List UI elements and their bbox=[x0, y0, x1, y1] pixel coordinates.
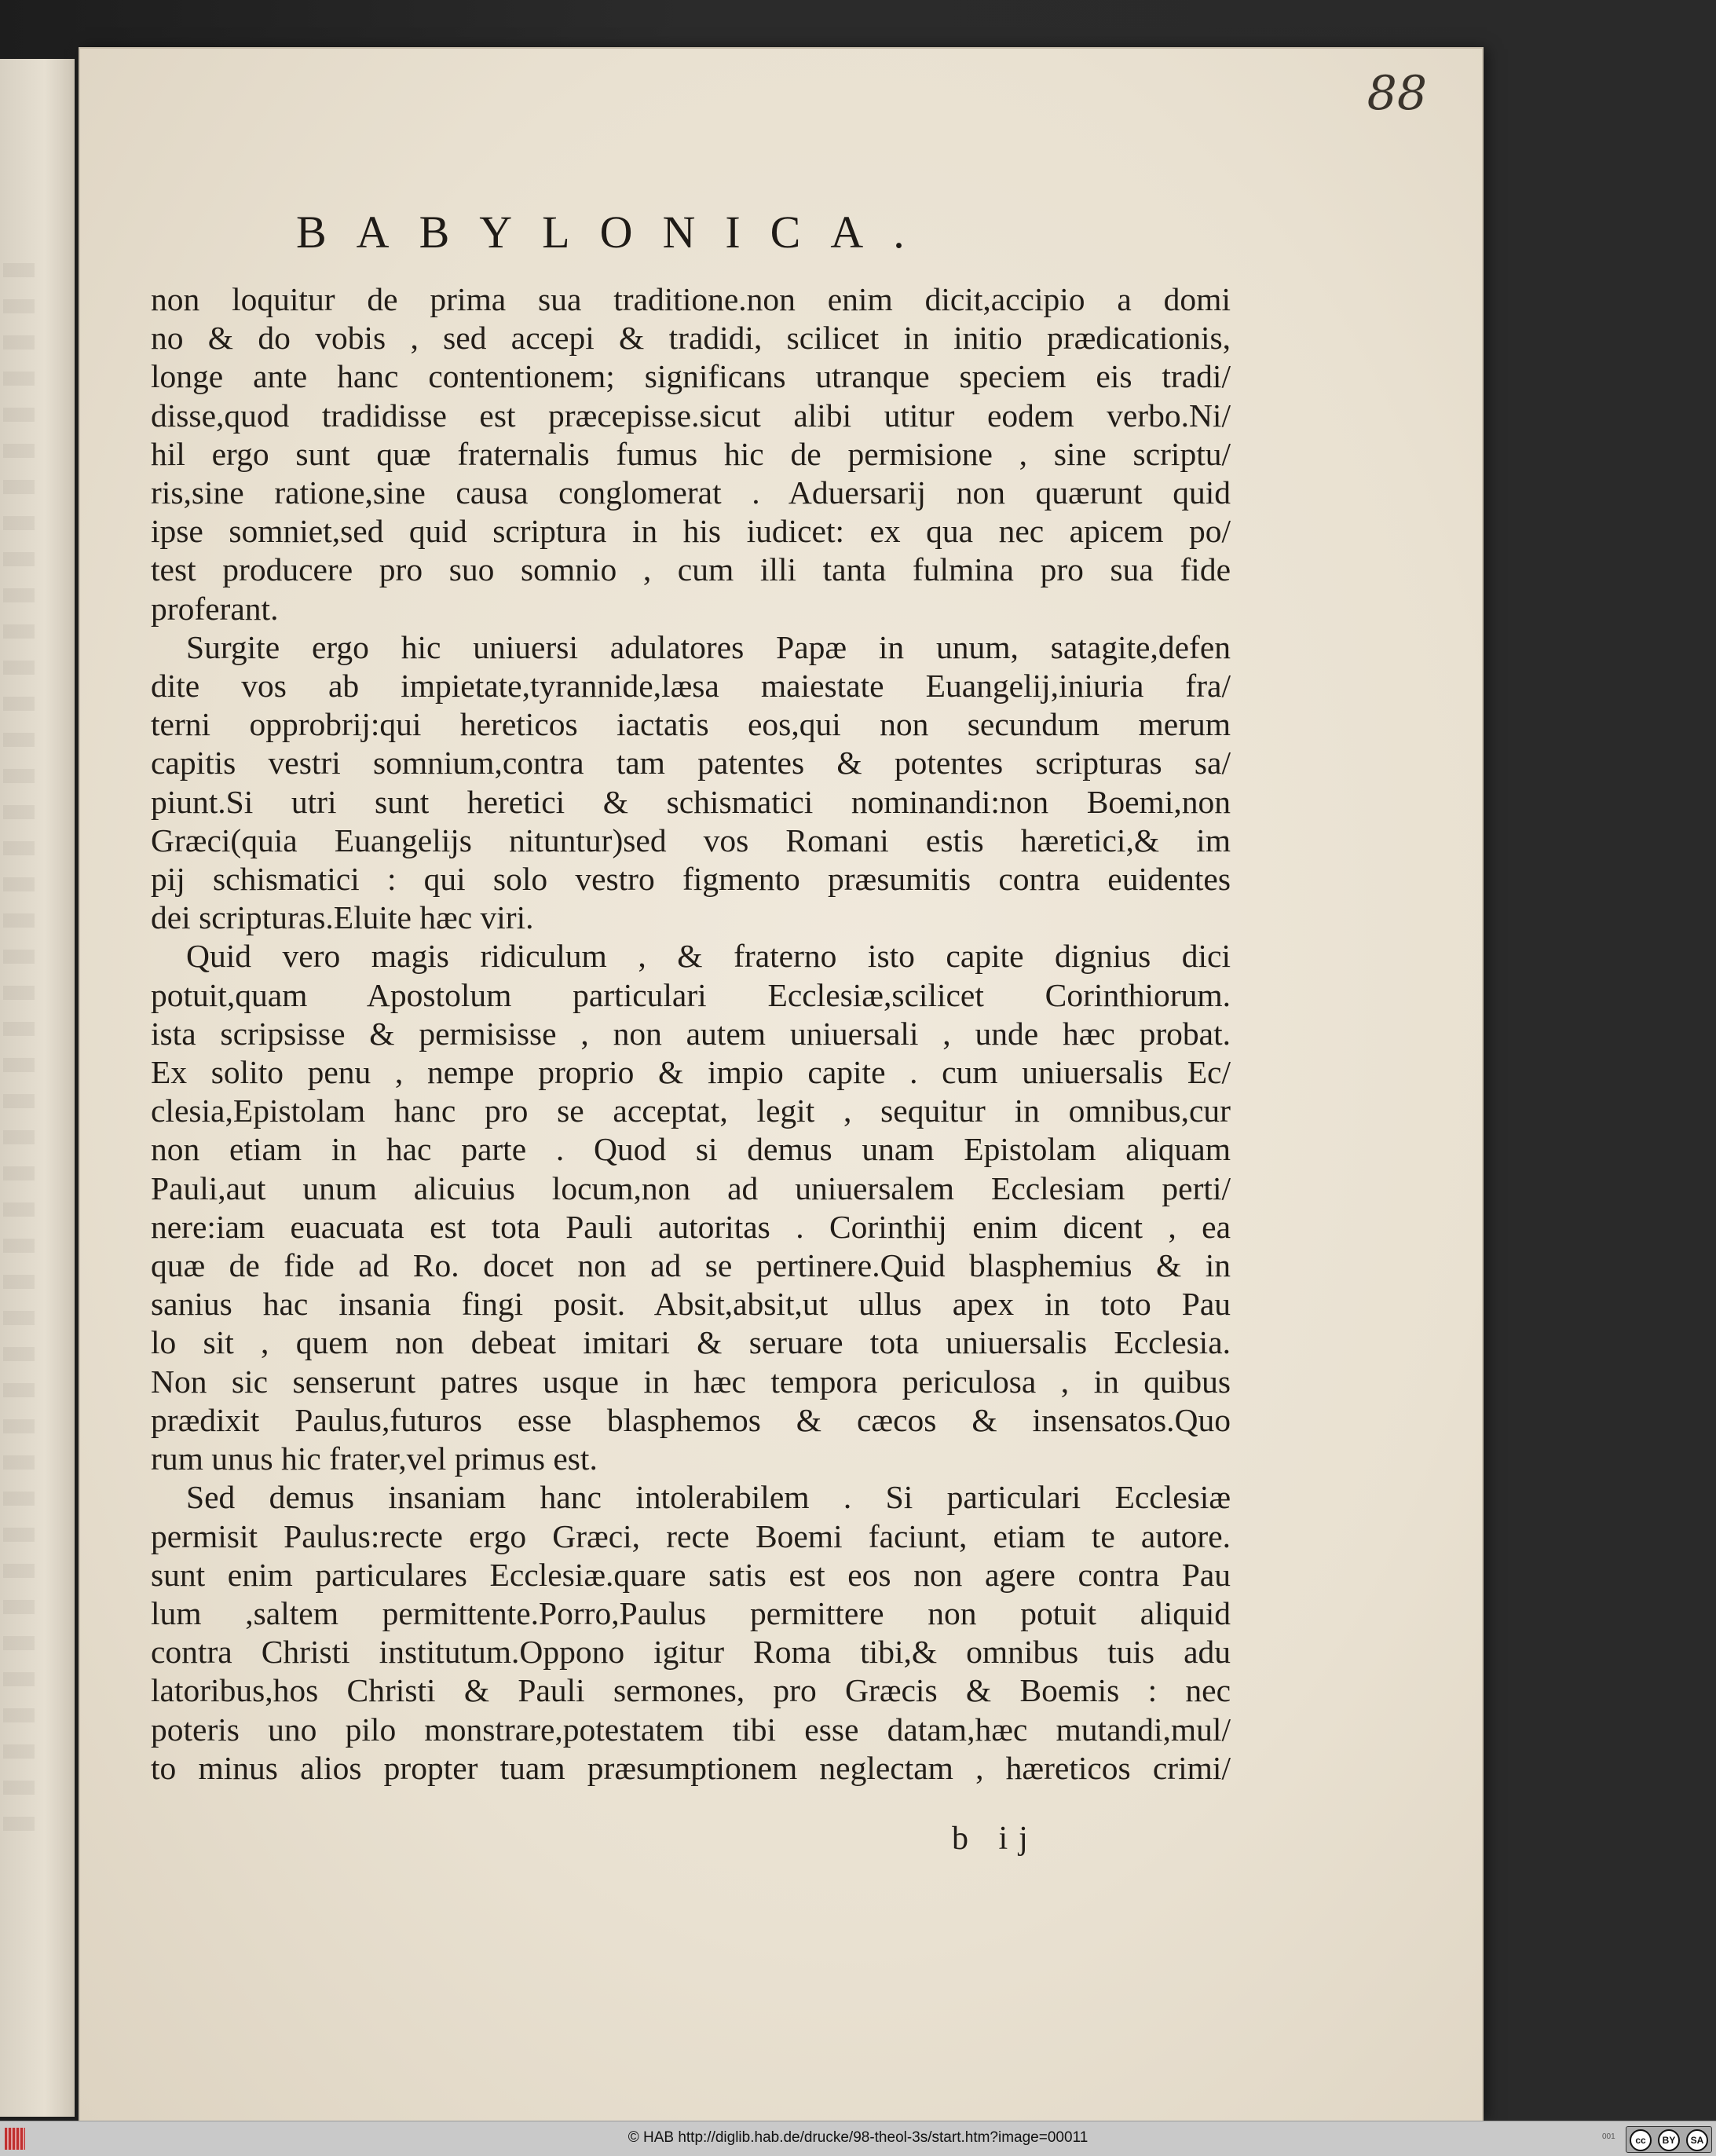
cc-license-badge[interactable] bbox=[1626, 2126, 1712, 2153]
text-line: rum unus hic frater,vel primus est. bbox=[151, 1440, 598, 1477]
text-line: sanius hac insania fingi posit. Absit,absit,ut ullus apex in toto Pau bbox=[151, 1286, 1231, 1323]
facing-page-bleed-through bbox=[3, 263, 35, 1834]
text-line: terni opprobrij:qui hereticos iactatis eos,qui non secundum merum bbox=[151, 706, 1231, 743]
text-line: contra Christi institutum.Oppono igitur Roma tibi,& omnibus tuis adu bbox=[151, 1634, 1231, 1671]
text-line: clesia,Epistolam hanc pro se acceptat, legit , sequitur in omnibus,cur bbox=[151, 1093, 1231, 1129]
text-line: ista scripsisse & permisisse , non autem uniuersali , unde hæc probat. bbox=[151, 1015, 1231, 1052]
text-line: proferant. bbox=[151, 590, 279, 627]
text-line: permisit Paulus:recte ergo Græci, recte Boemi faciunt, etiam te autore. bbox=[151, 1517, 1231, 1554]
text-line: pij schismatici : qui solo vestro figmento præsumitis contra euidentes bbox=[151, 861, 1231, 898]
by-icon: BY bbox=[1658, 2129, 1680, 2151]
signature-mark: b ij bbox=[952, 1821, 1039, 1857]
text-line: Græci(quia Euangelijs nituntur)sed vos Romani estis hæretici,& im bbox=[151, 822, 1231, 858]
text-line: poteris uno pilo monstrare,potestatem tibi esse datam,hæc mutandi,mul/ bbox=[151, 1711, 1231, 1748]
footer-tiny-label: 001 bbox=[1602, 2132, 1615, 2141]
sa-icon: SA bbox=[1686, 2129, 1708, 2151]
text-line: disse,quod tradidisse est præcepisse.sicut alibi utitur eodem verbo.Ni/ bbox=[151, 397, 1231, 434]
text-line: non loquitur de prima sua traditione.non enim dicit,accipio a domi bbox=[151, 281, 1231, 317]
folio-number: 88 bbox=[1367, 66, 1427, 121]
text-line: Pauli,aut unum alicuius locum,non ad uniuersalem Ecclesiam perti/ bbox=[151, 1170, 1231, 1206]
text-line: to minus alios propter tuam præsumptionem neglectam , hæreticos crimi/ bbox=[151, 1749, 1231, 1786]
text-line: dei scripturas.Eluite hæc viri. bbox=[151, 899, 534, 936]
text-line: Surgite ergo hic uniuersi adulatores Papæ in unum, satagite,defen bbox=[186, 628, 1231, 665]
text-line: prædixit Paulus,futuros esse blasphemos & cæcos & insensatos.Quo bbox=[151, 1401, 1231, 1438]
text-line: hil ergo sunt quæ fraternalis fumus hic de permisione , sine scriptu/ bbox=[151, 435, 1231, 472]
text-line: lo sit , quem non debeat imitari & seruare tota uniuersalis Ecclesia. bbox=[151, 1324, 1231, 1361]
text-line: Sed demus insaniam hanc intolerabilem . Si particulari Ecclesiæ bbox=[186, 1479, 1231, 1516]
text-line: Ex solito penu , nempe proprio & impio capite . cum uniuersalis Ec/ bbox=[151, 1054, 1231, 1091]
text-line: longe ante hanc contentionem; significans utranque speciem eis tradi/ bbox=[151, 358, 1231, 395]
text-line: Non sic senserunt patres usque in hæc tempora periculosa , in quibus bbox=[151, 1363, 1231, 1400]
book-page bbox=[80, 49, 1482, 2121]
text-line: non etiam in hac parte . Quod si demus unam Epistolam aliquam bbox=[151, 1131, 1231, 1168]
cc-icon: cc bbox=[1630, 2129, 1652, 2151]
text-line: ris,sine ratione,sine causa conglomerat . Aduersarij non quærunt quid bbox=[151, 474, 1231, 511]
text-line: lum ,saltem permittente.Porro,Paulus permittere non potuit aliquid bbox=[151, 1594, 1231, 1631]
text-line: no & do vobis , sed accepi & tradidi, scilicet in initio prædicationis, bbox=[151, 320, 1231, 357]
facing-page-edge bbox=[0, 59, 75, 2117]
text-line: piunt.Si utri sunt heretici & schismatici nominandi:non Boemi,non bbox=[151, 783, 1231, 820]
text-line: nere:iam euacuata est tota Pauli autoritas . Corinthij enim dicent , ea bbox=[151, 1208, 1231, 1245]
copyright-link[interactable]: © HAB http://diglib.hab.de/drucke/98-theol-3s/start.htm?image=00011 bbox=[627, 2129, 1089, 2146]
body-text bbox=[151, 280, 1231, 1788]
text-line: capitis vestri somnium,contra tam patentes & potentes scripturas sa/ bbox=[151, 745, 1231, 782]
text-line: dite vos ab impietate,tyrannide,læsa maiestate Euangelij,iniuria fra/ bbox=[151, 668, 1231, 705]
running-head: BABYLONICA. bbox=[296, 207, 935, 258]
text-line: latoribus,hos Christi & Pauli sermones, pro Græcis & Boemis : nec bbox=[151, 1672, 1231, 1709]
text-line: test producere pro suo somnio , cum illi tanta fulmina pro sua fide bbox=[151, 551, 1231, 588]
text-line: potuit,quam Apostolum particulari Ecclesiæ,scilicet Corinthiorum. bbox=[151, 976, 1231, 1013]
viewer-footer bbox=[0, 2121, 1716, 2156]
text-line: quæ de fide ad Ro. docet non ad se pertinere.Quid blasphemius & in bbox=[151, 1247, 1231, 1284]
text-line: sunt enim particulares Ecclesiæ.quare satis est eos non agere contra Pau bbox=[151, 1556, 1231, 1593]
text-line: Quid vero magis ridiculum , & fraterno isto capite dignius dici bbox=[186, 938, 1231, 975]
text-line: ipse somniet,sed quid scriptura in his iudicet: ex qua nec apicem po/ bbox=[151, 513, 1231, 550]
